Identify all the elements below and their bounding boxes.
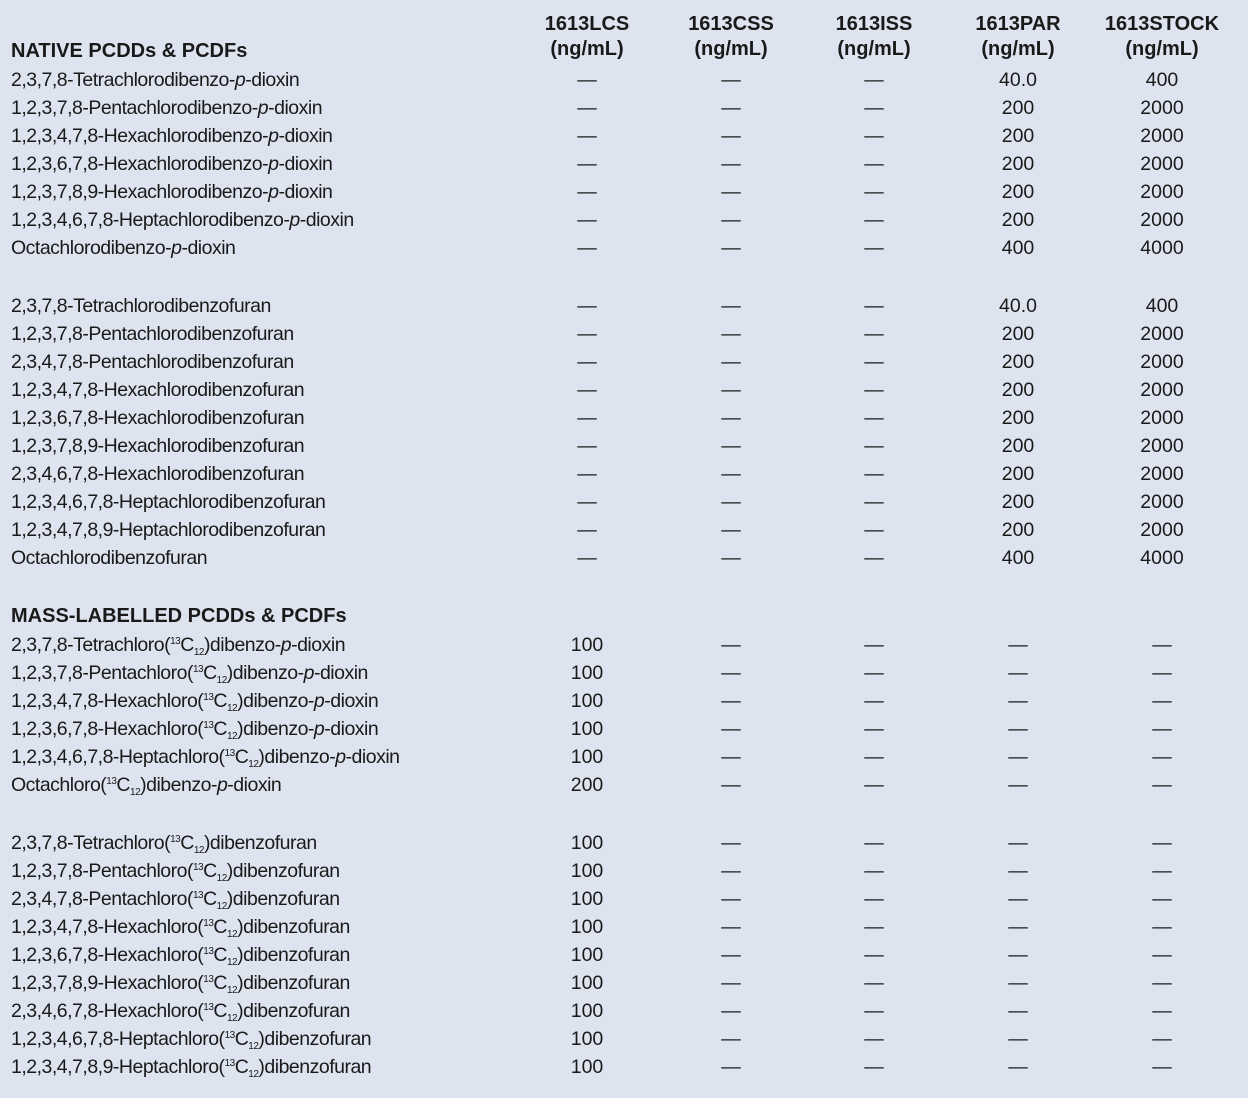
table-cell: 200 [1001, 181, 1035, 203]
table-cell: — [864, 125, 884, 147]
table-cell: — [864, 491, 884, 513]
column-header [1092, 12, 1232, 64]
table-cell: — [1152, 832, 1172, 854]
table-cell: — [864, 634, 884, 656]
table-cell: — [721, 718, 741, 740]
table-cell: — [864, 1056, 884, 1078]
table-row [0, 488, 1248, 516]
table-cell: — [577, 323, 597, 345]
table-cell: — [864, 463, 884, 485]
table-cell: — [721, 916, 741, 938]
compound-name: 2,3,7,8-Tetrachlorodibenzofuran [11, 295, 271, 317]
table-cell: — [1008, 746, 1028, 768]
table-cell: — [864, 916, 884, 938]
table-cell: 2000 [1140, 519, 1184, 541]
compound-name: 1,2,3,7,8-Pentachlorodibenzofuran [11, 323, 294, 345]
table-row [0, 1025, 1248, 1053]
table-cell: — [721, 295, 741, 317]
table-row [0, 348, 1248, 376]
table-cell: — [721, 209, 741, 231]
table-cell: — [1008, 1000, 1028, 1022]
table-cell: — [864, 351, 884, 373]
table-cell: — [864, 547, 884, 569]
table-cell: — [721, 774, 741, 796]
table-cell: 100 [570, 746, 604, 768]
table-row [0, 631, 1248, 659]
table-cell: 200 [1001, 351, 1035, 373]
table-cell: 200 [1001, 491, 1035, 513]
table-cell: 100 [570, 718, 604, 740]
table-cell: 400 [1001, 547, 1035, 569]
table-row [0, 941, 1248, 969]
compound-name: $Octachloro(^{13}C_{12})dibenzo-p$-dioxin [11, 774, 282, 798]
table-cell: — [1152, 888, 1172, 910]
table-cell: — [721, 323, 741, 345]
table-cell: — [864, 295, 884, 317]
table-cell: — [1008, 1056, 1028, 1078]
compound-name: $2,3,4,7,8-Pentachloro(^{13}C_{12})dibenzofuran$ [11, 888, 340, 912]
table-row [0, 544, 1248, 572]
table-cell: — [721, 519, 741, 541]
table-cell: — [721, 463, 741, 485]
column-header [804, 12, 944, 64]
table-row [0, 829, 1248, 857]
table-cell: 2000 [1140, 97, 1184, 119]
table-cell: — [1008, 916, 1028, 938]
compound-name: $2,3,7,8-Tetrachloro(^{13}C_{12})dibenzofuran$ [11, 832, 317, 856]
table-cell: — [864, 972, 884, 994]
column-header-unit: (ng/mL) [1125, 38, 1199, 60]
table-cell: — [721, 634, 741, 656]
table-cell: — [1008, 888, 1028, 910]
table-cell: — [864, 153, 884, 175]
table-cell: 100 [570, 916, 604, 938]
table-cell: 100 [570, 634, 604, 656]
table-row [0, 687, 1248, 715]
compound-name: 1,2,3,4,7,8,9-Heptachlorodibenzofuran [11, 519, 326, 541]
column-header-name: 1613CSS [688, 13, 774, 35]
table-cell: 400 [1145, 295, 1179, 317]
table-row [0, 94, 1248, 122]
table-cell: 2000 [1140, 379, 1184, 401]
table-cell: 200 [1001, 435, 1035, 457]
table-cell: — [577, 435, 597, 457]
table-cell: — [721, 153, 741, 175]
table-cell: — [864, 690, 884, 712]
table-row [0, 122, 1248, 150]
table-cell: 200 [1001, 153, 1035, 175]
table-cell: — [577, 125, 597, 147]
section-title: NATIVE PCDDs & PCDFs [11, 40, 248, 62]
table-cell: — [721, 547, 741, 569]
compound-name: Octachlorodibenzofuran [11, 547, 208, 569]
table-cell: 2000 [1140, 209, 1184, 231]
table-cell: — [1152, 916, 1172, 938]
table-cell: 100 [570, 1028, 604, 1050]
table-cell: — [1008, 860, 1028, 882]
table-cell: — [1152, 1000, 1172, 1022]
table-cell: — [1152, 690, 1172, 712]
table-cell: — [1008, 774, 1028, 796]
table-cell: — [577, 519, 597, 541]
compound-name: $1,2,3,4,7,8-Hexachloro(^{13}C_{12})dibenzofuran$ [11, 916, 350, 940]
table-cell: — [864, 1028, 884, 1050]
compound-name: 1,2,3,6,7,8-Hexachlorodibenzofuran [11, 407, 305, 429]
compound-name: 2,3,4,7,8-Pentachlorodibenzofuran [11, 351, 294, 373]
compound-name: $1,2,3,7,8-Pentachloro(^{13}C_{12})dibenzofuran$ [11, 860, 340, 884]
table-cell: 100 [570, 662, 604, 684]
column-header-name: 1613ISS [835, 13, 913, 35]
table-cell: 200 [1001, 125, 1035, 147]
table-row [0, 320, 1248, 348]
table-cell: — [864, 832, 884, 854]
compound-name: Octachlorodibenzo-p-dioxin [11, 237, 236, 259]
table-cell: — [577, 237, 597, 259]
table-cell: — [864, 662, 884, 684]
table-cell: — [864, 1000, 884, 1022]
table-cell: 2000 [1140, 435, 1184, 457]
table-cell: 400 [1145, 69, 1179, 91]
table-cell: 100 [570, 1000, 604, 1022]
table-row [0, 659, 1248, 687]
table-cell: — [721, 69, 741, 91]
table-row [0, 206, 1248, 234]
table-cell: — [721, 1056, 741, 1078]
table-row [0, 885, 1248, 913]
table-cell: 100 [570, 972, 604, 994]
table-cell: — [1008, 972, 1028, 994]
table-cell: — [864, 944, 884, 966]
table-cell: 200 [570, 774, 604, 796]
column-header-unit: (ng/mL) [694, 38, 768, 60]
table-cell: — [577, 97, 597, 119]
compound-name: $2,3,4,6,7,8-Hexachloro(^{13}C_{12})dibenzofuran$ [11, 1000, 350, 1024]
table-cell: 100 [570, 690, 604, 712]
column-header-name: 1613STOCK [1104, 13, 1220, 35]
table-cell: 100 [570, 944, 604, 966]
table-row [0, 376, 1248, 404]
table-cell: — [1152, 860, 1172, 882]
table-cell: — [864, 323, 884, 345]
table-row [0, 997, 1248, 1025]
table-cell: — [577, 209, 597, 231]
compound-name: 1,2,3,4,7,8-Hexachlorodibenzofuran [11, 379, 305, 401]
table-cell: — [864, 379, 884, 401]
table-cell: 400 [1001, 237, 1035, 259]
table-cell: — [1152, 1028, 1172, 1050]
table-cell: 200 [1001, 407, 1035, 429]
table-row [0, 516, 1248, 544]
table-cell: — [577, 547, 597, 569]
table-cell: — [1008, 944, 1028, 966]
table-row [0, 857, 1248, 885]
column-header [517, 12, 657, 64]
table-cell: — [577, 351, 597, 373]
column-header [948, 12, 1088, 64]
table-cell: — [721, 888, 741, 910]
compound-name: $1,2,3,4,7,8-Hexachloro(^{13}C_{12})dibenzo-p$-dioxin [11, 690, 379, 714]
table-cell: — [577, 295, 597, 317]
table-row [0, 1053, 1248, 1081]
column-header-unit: (ng/mL) [550, 38, 624, 60]
table-row [0, 743, 1248, 771]
table-cell: — [721, 662, 741, 684]
table-cell: — [721, 379, 741, 401]
compound-name: 1,2,3,7,8-Pentachlorodibenzo-p-dioxin [11, 97, 323, 119]
table-row [0, 150, 1248, 178]
table-cell: — [577, 463, 597, 485]
table-cell: 2000 [1140, 463, 1184, 485]
table-row [0, 66, 1248, 94]
table-cell: — [1152, 718, 1172, 740]
table-cell: — [864, 718, 884, 740]
compound-name: 1,2,3,7,8,9-Hexachlorodibenzo-p-dioxin [11, 181, 333, 203]
table-row [0, 715, 1248, 743]
compound-name: 2,3,4,6,7,8-Hexachlorodibenzofuran [11, 463, 305, 485]
table-cell: — [721, 181, 741, 203]
table-cell: — [864, 746, 884, 768]
table-cell: 2000 [1140, 407, 1184, 429]
table-row [0, 460, 1248, 488]
table-cell: — [721, 1000, 741, 1022]
compound-name: $1,2,3,7,8-Pentachloro(^{13}C_{12})dibenzo-p$-dioxin [11, 662, 368, 686]
table-cell: — [577, 491, 597, 513]
compound-name: $2,3,7,8-Tetrachloro(^{13}C_{12})dibenzo-p$-dioxin [11, 634, 346, 658]
table-cell: — [1008, 718, 1028, 740]
table-cell: — [1152, 972, 1172, 994]
table-cell: — [1152, 944, 1172, 966]
table-row [0, 234, 1248, 262]
section-title: MASS-LABELLED PCDDs & PCDFs [11, 605, 347, 627]
column-header-unit: (ng/mL) [837, 38, 911, 60]
table-cell: 100 [570, 888, 604, 910]
table-cell: — [864, 181, 884, 203]
compound-name: $1,2,3,7,8,9-Hexachloro(^{13}C_{12})dibenzofuran$ [11, 972, 350, 996]
table-cell: — [721, 690, 741, 712]
table-cell: — [864, 888, 884, 910]
table-cell: — [1152, 774, 1172, 796]
table-cell: 200 [1001, 379, 1035, 401]
table-cell: — [1008, 1028, 1028, 1050]
compound-name: $1,2,3,4,7,8,9-Heptachloro(^{13}C_{12})dibenzofuran$ [11, 1056, 372, 1080]
column-header-name: 1613LCS [544, 13, 630, 35]
table-cell: — [864, 774, 884, 796]
table-cell: 200 [1001, 209, 1035, 231]
compound-name: 1,2,3,4,6,7,8-Heptachlorodibenzofuran [11, 491, 326, 513]
compound-name: 2,3,7,8-Tetrachlorodibenzo-p-dioxin [11, 69, 300, 91]
table-cell: 40.0 [999, 295, 1037, 317]
table-cell: 200 [1001, 97, 1035, 119]
table-cell: — [1152, 662, 1172, 684]
table-row [0, 969, 1248, 997]
table-cell: — [577, 379, 597, 401]
compound-name: $1,2,3,4,6,7,8-Heptachloro(^{13}C_{12})dibenzofuran$ [11, 1028, 372, 1052]
column-header [661, 12, 801, 64]
table-cell: — [721, 746, 741, 768]
table-cell: — [721, 125, 741, 147]
table-cell: — [721, 860, 741, 882]
table-cell: — [721, 435, 741, 457]
table-row [0, 292, 1248, 320]
table-cell: — [1008, 832, 1028, 854]
table-cell: 100 [570, 1056, 604, 1078]
column-header-unit: (ng/mL) [981, 38, 1055, 60]
table-cell: 2000 [1140, 181, 1184, 203]
table-cell: — [864, 237, 884, 259]
table-cell: 200 [1001, 323, 1035, 345]
table-cell: — [864, 69, 884, 91]
table-cell: — [864, 407, 884, 429]
table-cell: — [1152, 1056, 1172, 1078]
compound-name: 1,2,3,7,8,9-Hexachlorodibenzofuran [11, 435, 305, 457]
table-row [0, 404, 1248, 432]
table-cell: — [864, 435, 884, 457]
table-cell: — [864, 209, 884, 231]
table-cell: — [1008, 662, 1028, 684]
table-cell: — [577, 181, 597, 203]
compound-name: 1,2,3,4,7,8-Hexachlorodibenzo-p-dioxin [11, 125, 333, 147]
table-cell: — [1152, 746, 1172, 768]
compound-name: 1,2,3,4,6,7,8-Heptachlorodibenzo-p-dioxin [11, 209, 354, 231]
table-cell: — [1152, 634, 1172, 656]
table-cell: — [577, 407, 597, 429]
table-row [0, 771, 1248, 799]
table-cell: — [721, 972, 741, 994]
table-cell: 2000 [1140, 351, 1184, 373]
compound-name: 1,2,3,6,7,8-Hexachlorodibenzo-p-dioxin [11, 153, 333, 175]
table-cell: 4000 [1140, 547, 1184, 569]
table-cell: 100 [570, 832, 604, 854]
table-cell: — [721, 491, 741, 513]
table-cell: 100 [570, 860, 604, 882]
table-cell: 40.0 [999, 69, 1037, 91]
table-row [0, 178, 1248, 206]
table-cell: 2000 [1140, 125, 1184, 147]
table-cell: — [721, 407, 741, 429]
table-cell: — [864, 97, 884, 119]
table-cell: 2000 [1140, 323, 1184, 345]
compound-name: $1,2,3,6,7,8-Hexachloro(^{13}C_{12})dibenzo-p$-dioxin [11, 718, 379, 742]
table-cell: 4000 [1140, 237, 1184, 259]
table-cell: — [721, 351, 741, 373]
table-cell: — [721, 237, 741, 259]
table-cell: 2000 [1140, 491, 1184, 513]
table-cell: — [577, 153, 597, 175]
table-cell: — [721, 1028, 741, 1050]
table-cell: 2000 [1140, 153, 1184, 175]
table-cell: — [1008, 690, 1028, 712]
table-row [0, 432, 1248, 460]
table-cell: — [577, 69, 597, 91]
compound-name: $1,2,3,6,7,8-Hexachloro(^{13}C_{12})dibenzofuran$ [11, 944, 350, 968]
table-cell: — [864, 519, 884, 541]
table-cell: — [1008, 634, 1028, 656]
table-cell: — [721, 832, 741, 854]
table-cell: 200 [1001, 519, 1035, 541]
column-header-name: 1613PAR [975, 13, 1061, 35]
table-row [0, 913, 1248, 941]
table-cell: — [721, 944, 741, 966]
table-cell: 200 [1001, 463, 1035, 485]
table-cell: — [721, 97, 741, 119]
table-cell: — [864, 860, 884, 882]
compound-name: $1,2,3,4,6,7,8-Heptachloro(^{13}C_{12})dibenzo-p$-dioxin [11, 746, 400, 770]
